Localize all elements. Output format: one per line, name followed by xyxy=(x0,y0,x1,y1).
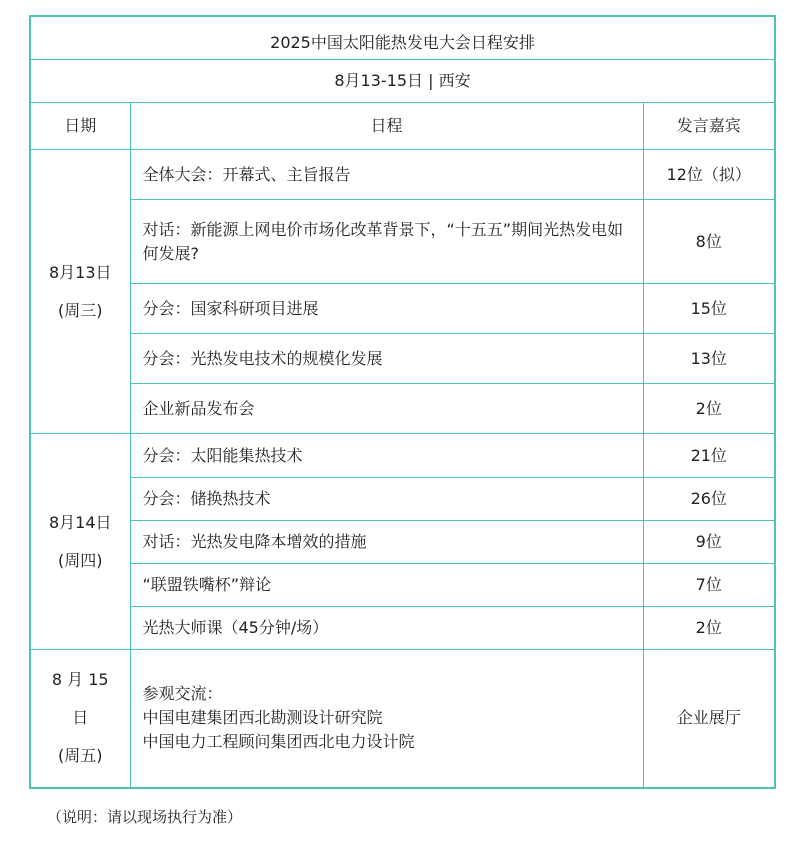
table-row xyxy=(30,334,775,384)
session-speakers: 21位 xyxy=(643,434,775,478)
session-speakers: 2位 xyxy=(643,384,775,434)
table-row xyxy=(30,284,775,334)
session-event: 全体大会：开幕式、主旨报告 xyxy=(130,150,643,200)
day-date-cell xyxy=(30,150,130,434)
session-event: 分会：光热发电技术的规模化发展 xyxy=(130,334,643,384)
table-row xyxy=(30,650,775,788)
visit-site: 中国电建集团西北勘测设计研究院 xyxy=(142,708,383,728)
session-event: 对话：光热发电降本增效的措施 xyxy=(130,521,643,564)
day-date: 8月13日 xyxy=(48,262,112,282)
schedule-title xyxy=(30,16,775,60)
session-speakers: 企业展厅 xyxy=(643,650,775,788)
table-row xyxy=(30,521,775,564)
title-row xyxy=(30,16,775,60)
day-weekday: (周五) xyxy=(58,746,103,766)
visit-heading: 参观交流： xyxy=(142,684,223,704)
session-event: 对话：新能源上网电价市场化改革背景下，“十五五”期间光热发电如何发展? xyxy=(130,200,643,284)
session-event: 光热大师课（45分钟/场） xyxy=(130,607,643,650)
header-date: 日期 xyxy=(30,103,130,150)
subtitle-row xyxy=(30,60,775,103)
table-row xyxy=(30,150,775,200)
header-speakers: 发言嘉宾 xyxy=(643,103,775,150)
session-speakers: 26位 xyxy=(643,478,775,521)
schedule-subtitle: 8月13-15日 | 西安 xyxy=(30,60,775,103)
visit-site: 中国电力工程顾问集团西北电力设计院 xyxy=(142,732,415,752)
day-date: 8月14日 xyxy=(48,512,112,532)
session-speakers: 2位 xyxy=(643,607,775,650)
day-date-cell xyxy=(30,434,130,650)
footnote: （说明：请以现场执行为准） xyxy=(47,808,243,826)
schedule-table xyxy=(29,15,776,789)
day-weekday: (周四) xyxy=(58,550,103,570)
session-speakers: 9位 xyxy=(643,521,775,564)
session-speakers: 12位（拟） xyxy=(643,150,775,200)
session-event: 分会：储换热技术 xyxy=(130,478,643,521)
session-speakers: 13位 xyxy=(643,334,775,384)
visit-cell xyxy=(130,650,643,788)
day-weekday: (周三) xyxy=(58,300,103,320)
table-row xyxy=(30,478,775,521)
session-event: 企业新品发布会 xyxy=(130,384,643,434)
session-event: 分会：太阳能集热技术 xyxy=(130,434,643,478)
day-date: 8 月 15 日 xyxy=(51,670,109,728)
table-row xyxy=(30,434,775,478)
day-date-cell xyxy=(30,650,130,788)
session-speakers: 8位 xyxy=(643,200,775,284)
table-row xyxy=(30,200,775,284)
table-row xyxy=(30,384,775,434)
session-speakers: 7位 xyxy=(643,564,775,607)
header-agenda: 日程 xyxy=(130,103,643,150)
session-event: 分会：国家科研项目进展 xyxy=(130,284,643,334)
table-row xyxy=(30,607,775,650)
table-row xyxy=(30,564,775,607)
session-event: “联盟铁嘴杯”辩论 xyxy=(130,564,643,607)
schedule-title-text: 2025中国太阳能热发电大会日程安排 xyxy=(270,33,535,52)
header-row xyxy=(30,103,775,150)
session-speakers: 15位 xyxy=(643,284,775,334)
